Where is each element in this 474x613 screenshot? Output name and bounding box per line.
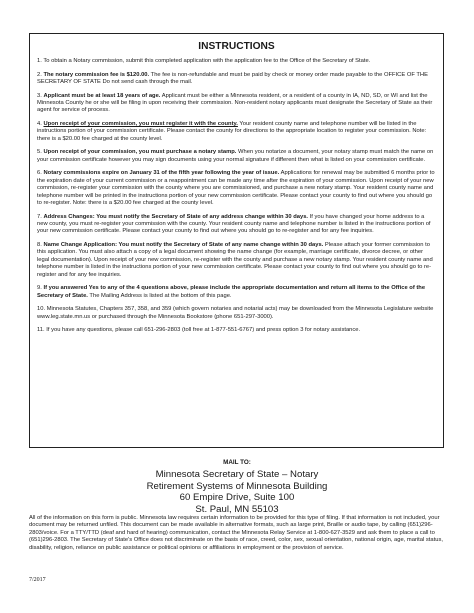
- instruction-text: If you have changed your home address to a new county, you must re-register your commission with the county. Your resident county name and telephone number is listed in the instructions portion of your new commission certificate. Please contact your county to find out where you should go to re-register and for any fee inquiries.: [37, 213, 431, 235]
- instruction-text: When you notarize a document, your notary stamp must match the name on your commission certificate however you may sign documents using your normal signature if different then what is listed on your commission certificate.: [37, 149, 434, 163]
- instruction-number: 2.: [37, 71, 42, 78]
- instruction-emphasis: Name Change Application: You must notify the Secretary of State of any name change within 30 days.: [43, 242, 324, 249]
- form-date: 7/2017: [29, 577, 46, 583]
- instruction-emphasis: Upon receipt of your commission, you must register it with the county.: [43, 121, 238, 127]
- instruction-emphasis: Upon receipt of your commission, you must purchase a notary stamp.: [43, 149, 237, 156]
- instruction-emphasis: Applicant must be at least 18 years of age.: [43, 92, 161, 99]
- instructions-box: [29, 33, 444, 448]
- address-line: Retirement Systems of Minnesota Building: [146, 480, 328, 492]
- instruction-text: The fee is non-refundable and must be paid by check or money order made payable to the OFFICE OF THE SECRETARY OF STATE Do not send cash through the mail.: [37, 71, 428, 85]
- instruction-number: 8.: [37, 242, 42, 249]
- mail-to-section: [0, 459, 474, 515]
- instructions-list: [37, 58, 436, 335]
- instruction-item: [37, 121, 436, 143]
- privacy-notice: All of the information on this form is public. Minnesota law requires certain information to be provided for this type of filing. If that information is not included, your document may be returned unfiled. This document can be made available in alternative formats, such as large print, Braille or audio tape, by calling (651)296-2803/voice. For a TTY/TTD (deaf and hard of hearing) communication, contact the Minnesota Relay Service at 1-800-627-3529 and ask them to place a call to (651)296-2803. The Secretary of State's Office does not discriminate on the basis of race, creed, color, sex, sexual orientation, national origin, age, marital status, disability, religion, reliance on public assistance or political opinions or affiliations in employment or the provision of service.: [29, 515, 443, 551]
- instruction-text: Applications for renewal may be submitted 6 months prior to the expiration date of your current commission or a reappointment can be made any time after the expiration of your commission. Upon receipt of your new commission, re-register your commission with the county where you are commissioned, and purchase a new notary stamp. Your resident county name and telephone number will be printed in the instructions portion of your new commission certificate. Please contact your county to find out where you should go to re-register. Note: there is a $20.00 fee charged at the county level.: [37, 170, 435, 207]
- instruction-text: The Mailing Address is listed at the bottom of this page.: [87, 292, 232, 299]
- instruction-item: [37, 149, 436, 164]
- mailing-address: [0, 469, 474, 515]
- instruction-item: [37, 93, 436, 115]
- instruction-emphasis: If you answered Yes to any of the 4 questions above, please include the appropriate documentation and return all items to the Office of the Secretary of State.: [37, 285, 426, 299]
- instruction-number: 1.: [37, 58, 42, 64]
- instruction-item: [37, 58, 436, 65]
- instruction-number: 5.: [37, 149, 42, 156]
- instruction-text: Minnesota Statutes, Chapters 357, 358, and 359 (which govern notaries and notarial acts) may be downloaded from the Minnesota Legislature website www.leg.state.mn.us or purchased through the Minnesota Bookstore (phone 651-297-3000).: [37, 306, 434, 320]
- instruction-number: 4.: [37, 121, 42, 127]
- instruction-item: [37, 327, 436, 334]
- address-line: Minnesota Secretary of State – Notary: [155, 469, 319, 480]
- instruction-number: 9.: [37, 285, 42, 292]
- instruction-number: 6.: [37, 170, 42, 177]
- instruction-text: Applicant must be either a Minnesota resident, or a resident of a county in IA, ND, SD, or WI and list the Minnesota County he or she will be filing in upon receiving their commission. Non-resident notary applicants must designate the Secretary of State as their agent for service of process.: [37, 92, 433, 114]
- instruction-text: If you have any questions, please call 651-296-2803 (toll free at 1-877-551-6767) and press option 3 for notary assistance.: [46, 327, 361, 334]
- instruction-text: To obtain a Notary commission, submit this completed application with the application fee to the Office of the Secretary of State.: [43, 58, 371, 64]
- address-line: 60 Empire Drive, Suite 100: [179, 492, 295, 504]
- instruction-emphasis: Notary commissions expire on January 31 of the fifth year following the year of issue.: [43, 170, 280, 177]
- instruction-number: 7.: [37, 213, 42, 220]
- instruction-item: [37, 285, 436, 300]
- instruction-item: [37, 170, 436, 207]
- instruction-emphasis: The notary commission fee is $120.00.: [43, 71, 150, 78]
- instruction-text: Please attach your former commission to this application. You must also attach a copy of a legal document showing the name change (for example, marriage certificate, divorce decree, or other legal documentation). Upon receipt of your new commission, re-register with the county and purchase a new notary stamp. Your resident county name and telephone number is listed in the instructions portion of your new commission certificate. Please contact your county to find out where you should go to re-register and for any fee inquiries.: [37, 242, 433, 278]
- address-line: St. Paul, MN 55103: [195, 503, 279, 515]
- instruction-number: 11.: [37, 327, 45, 334]
- instruction-number: 10.: [37, 306, 46, 313]
- instruction-item: [37, 306, 436, 321]
- mail-to-label: MAIL TO:: [223, 459, 251, 466]
- instruction-item: [37, 214, 436, 236]
- instruction-emphasis: Address Changes: You must notify the Secretary of State of any address change within 30 days.: [43, 213, 309, 220]
- instruction-item: [37, 72, 436, 87]
- instruction-number: 3.: [37, 92, 42, 99]
- instructions-title: INSTRUCTIONS: [198, 41, 275, 52]
- instruction-item: [37, 242, 436, 279]
- instruction-text: Your resident county name and telephone number will be listed in the instructions portion of your commission certificate. Please contact the county for directions to the appropriate location to register your commission. Note: there is a $20.00 fee charged at the county level.: [37, 121, 427, 142]
